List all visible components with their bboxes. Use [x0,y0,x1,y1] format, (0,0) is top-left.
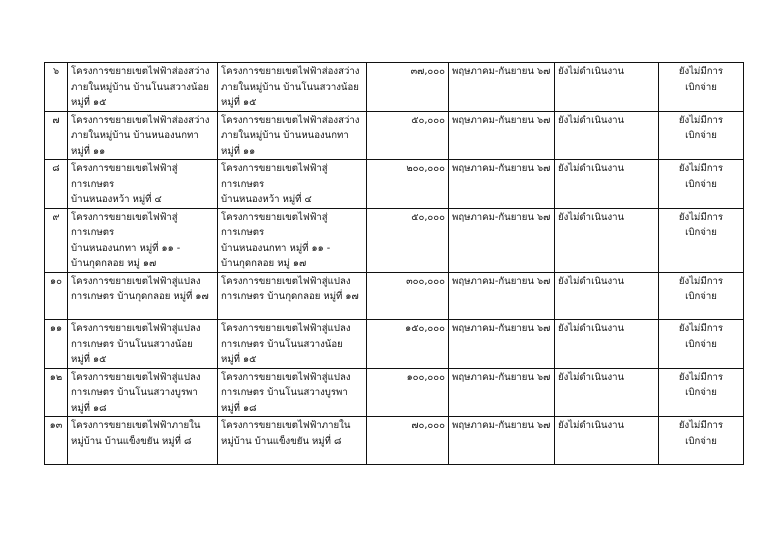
project-name-cell [68,320,218,369]
project-line: โครงการขยายเขตไฟฟ้าส่องสว่าง [71,66,210,77]
table-row [45,63,744,112]
payment-line: เบิกจ่าย [685,178,717,190]
project-line: โครงการขยายเขตไฟฟ้าส่องสว่าง [71,114,210,126]
activity-line: ภายในหมู่บ้าน บ้านโนนสวางน้อย [221,81,359,93]
activity-cell [218,111,367,160]
table-row [45,417,744,465]
payment-line: ยังไม่มีการ [678,323,724,334]
activity-cell [218,272,367,320]
row-number: ๙ [45,208,68,272]
status-cell: ยังไม่ดำเนินงาน [555,160,659,209]
activity-cell [218,63,367,112]
project-name-cell [68,111,218,160]
budget-cell: ๕๐,๐๐๐ [367,111,449,160]
table-row [45,111,744,160]
activity-line: การเกษตร บ้านโนนสวางน้อย [221,338,343,350]
activity-line: โครงการขยายเขตไฟฟ้าสู่การเกษตร [221,163,328,190]
budget-cell: ๗๐,๐๐๐ [367,417,449,465]
activity-line: โครงการขยายเขตไฟฟ้าภายใน [221,420,351,431]
activity-line: บ้านหนองนกทา หมู่ที่ ๑๑ - [221,242,331,254]
budget-cell: ๑๐๐,๐๐๐ [367,368,449,417]
payment-line: เบิกจ่าย [685,338,717,350]
payment-line: เบิกจ่าย [685,227,717,238]
project-name-cell [68,208,218,272]
budget-cell: ๒๐๐,๐๐๐ [367,160,449,209]
payment-line: ยังไม่มีการ [678,371,724,383]
project-line: ภายในหมู่บ้าน บ้านโนนสวางน้อย [71,81,209,93]
project-name-cell [68,368,218,417]
project-line: โครงการขยายเขตไฟฟ้าภายใน [71,420,201,431]
project-line: บ้านหนองหว้า หมู่ที่ ๔ [71,194,162,205]
payment-line: เบิกจ่าย [685,81,717,93]
row-number: ๑๐ [45,272,68,320]
project-line: หมู่ที่ ๑๘ [71,402,107,414]
period-cell: พฤษภาคม-กันยายน ๖๗ [449,417,555,465]
period-cell: พฤษภาคม-กันยายน ๖๗ [449,208,555,272]
period-cell: พฤษภาคม-กันยายน ๖๗ [449,160,555,209]
project-line: หมู่บ้าน บ้านแข็งขยัน หมู่ที่ ๘ [71,435,192,447]
payment-line: เบิกจ่าย [685,387,717,398]
activity-line: หมู่ที่ ๑๕ [221,354,257,365]
row-number: ๑๑ [45,320,68,369]
project-line: บ้านกุดกลอย หมู่ ๑๗ [71,258,157,269]
status-cell: ยังไม่ดำเนินงาน [555,63,659,112]
project-line: การเกษตร บ้านกุดกลอย หมู่ที่ ๑๗ [71,291,209,302]
payment-line: เบิกจ่าย [685,130,717,141]
payment-status-cell [659,272,744,320]
table-row [45,208,744,272]
project-line: บ้านหนองนกทา หมู่ที่ ๑๑ - [71,242,181,254]
project-line: โครงการขยายเขตไฟฟ้าสู่แปลง [71,275,201,287]
period-cell: พฤษภาคม-กันยายน ๖๗ [449,320,555,369]
activity-line: หมู่ที่ ๑๘ [221,402,257,414]
activity-line: บ้านกุดกลอย หมู่ ๑๗ [221,258,307,269]
activity-line: ภายในหมู่บ้าน บ้านหนองนกทา [221,130,349,141]
status-cell: ยังไม่ดำเนินงาน [555,320,659,369]
activity-line: โครงการขยายเขตไฟฟ้าสู่แปลง [221,323,351,334]
activity-cell [218,368,367,417]
payment-status-cell [659,111,744,160]
project-table [44,62,744,465]
payment-line: ยังไม่มีการ [678,163,724,174]
project-line: การเกษตร บ้านโนนสวางบูรพา [71,387,198,398]
activity-line: บ้านหนองหว้า หมู่ที่ ๔ [221,194,312,205]
budget-cell: ๕๐,๐๐๐ [367,208,449,272]
table-row [45,368,744,417]
status-cell: ยังไม่ดำเนินงาน [555,368,659,417]
status-cell: ยังไม่ดำเนินงาน [555,208,659,272]
project-line: หมู่ที่ ๑๕ [71,354,107,365]
project-line: การเกษตร บ้านโนนสวางน้อย [71,338,193,350]
payment-status-cell [659,63,744,112]
activity-line: โครงการขยายเขตไฟฟ้าสู่การเกษตร [221,211,328,238]
period-cell: พฤษภาคม-กันยายน ๖๗ [449,368,555,417]
activity-line: โครงการขยายเขตไฟฟ้าสู่แปลง [221,371,351,383]
activity-line: การเกษตร บ้านโนนสวางบูรพา [221,387,348,398]
project-name-cell [68,160,218,209]
project-line: หมู่ที่ ๑๕ [71,97,107,108]
activity-cell [218,160,367,209]
payment-line: เบิกจ่าย [685,291,717,302]
payment-line: ยังไม่มีการ [678,114,724,126]
activity-line: การเกษตร บ้านกุดกลอย หมู่ที่ ๑๗ [221,291,359,302]
row-number: ๗ [45,111,68,160]
project-name-cell [68,417,218,465]
row-number: ๑๒ [45,368,68,417]
payment-status-cell [659,160,744,209]
payment-line: ยังไม่มีการ [678,211,724,223]
activity-line: หมู่ที่ ๑๕ [221,97,257,108]
activity-cell [218,417,367,465]
project-line: หมู่ที่ ๑๑ [71,145,106,157]
status-cell: ยังไม่ดำเนินงาน [555,417,659,465]
period-cell: พฤษภาคม-กันยายน ๖๗ [449,272,555,320]
budget-cell: ๑๕๐,๐๐๐ [367,320,449,369]
project-line: โครงการขยายเขตไฟฟ้าสู่การเกษตร [71,163,178,190]
activity-cell [218,208,367,272]
period-cell: พฤษภาคม-กันยายน ๖๗ [449,63,555,112]
project-line: โครงการขยายเขตไฟฟ้าสู่การเกษตร [71,211,178,238]
row-number: ๑๓ [45,417,68,465]
activity-line: หมู่ที่ ๑๑ [221,145,256,157]
project-line: ภายในหมู่บ้าน บ้านหนองนกทา [71,130,199,141]
payment-line: ยังไม่มีการ [678,66,724,77]
status-cell: ยังไม่ดำเนินงาน [555,272,659,320]
status-cell: ยังไม่ดำเนินงาน [555,111,659,160]
payment-status-cell [659,208,744,272]
table-row [45,320,744,369]
payment-line: ยังไม่มีการ [678,275,724,287]
payment-line: เบิกจ่าย [685,435,717,447]
table-row [45,160,744,209]
row-number: ๘ [45,160,68,209]
project-line: โครงการขยายเขตไฟฟ้าสู่แปลง [71,371,201,383]
payment-status-cell [659,320,744,369]
payment-status-cell [659,368,744,417]
period-cell: พฤษภาคม-กันยายน ๖๗ [449,111,555,160]
project-name-cell [68,63,218,112]
activity-line: โครงการขยายเขตไฟฟ้าส่องสว่าง [221,114,360,126]
project-line: โครงการขยายเขตไฟฟ้าสู่แปลง [71,323,201,334]
project-name-cell [68,272,218,320]
row-number: ๖ [45,63,68,112]
budget-cell: ๓๗,๐๐๐ [367,63,449,112]
activity-line: โครงการขยายเขตไฟฟ้าสู่แปลง [221,275,351,287]
activity-line: โครงการขยายเขตไฟฟ้าส่องสว่าง [221,66,360,77]
budget-cell: ๓๐๐,๐๐๐ [367,272,449,320]
table-row [45,272,744,320]
payment-status-cell [659,417,744,465]
activity-cell [218,320,367,369]
activity-line: หมู่บ้าน บ้านแข็งขยัน หมู่ที่ ๘ [221,435,342,447]
payment-line: ยังไม่มีการ [678,420,724,431]
